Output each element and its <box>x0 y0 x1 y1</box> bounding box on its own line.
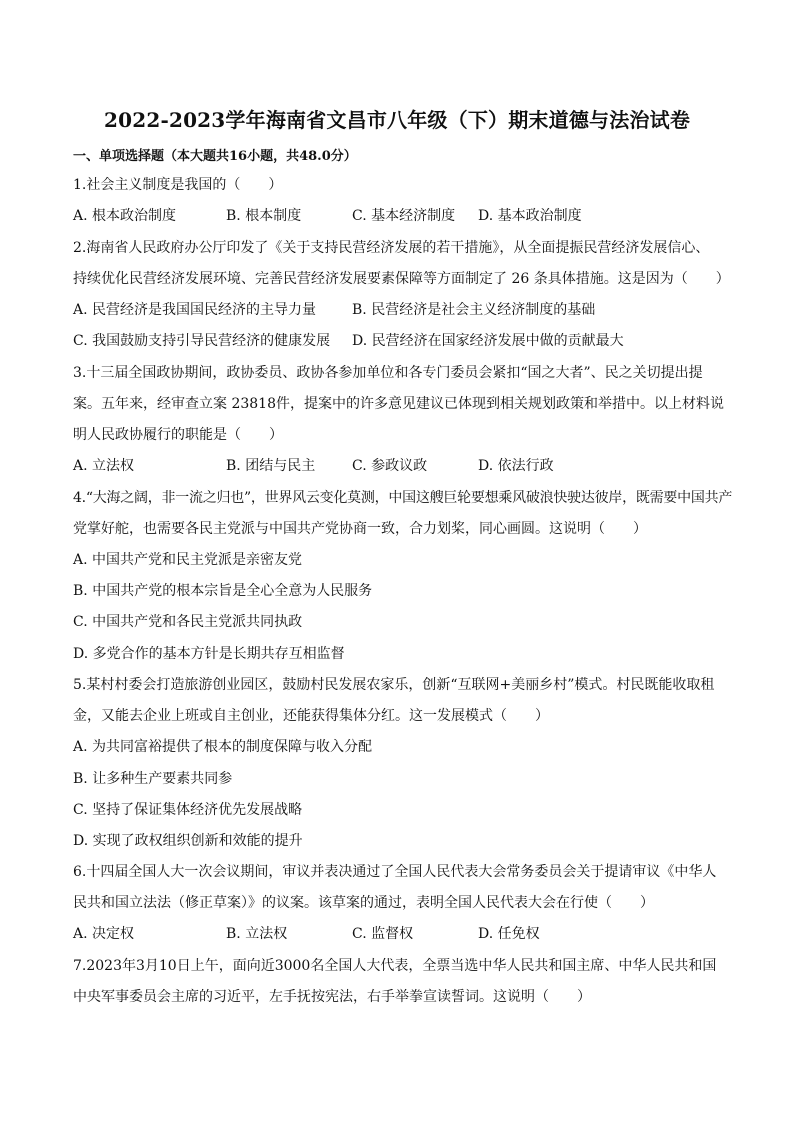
q1-option-a: A. 根本政治制度 <box>73 208 177 224</box>
q2-option-b: B. 民营经济是社会主义经济制度的基础 <box>352 302 596 318</box>
q6-option-a: A. 决定权 <box>73 926 135 942</box>
q6-stem-line-2: 民共和国立法法（修正草案）》的议案。该草案的通过，表明全国人民代表大会在行使（ ） <box>73 895 654 911</box>
q5-stem-line-1: 5.某村村委会打造旅游创业园区，鼓励村民发展农家乐，创新“互联网+美丽乡村”模式。村民既能收取租 <box>73 677 715 693</box>
q2-option-c: C. 我国鼓励支持引导民营经济的健康发展 <box>73 333 331 349</box>
q2-stem-line-2: 持续优化民营经济发展环境、完善民营经济发展要素保障等方面制定了 26 条具体措施。这是因为（ ） <box>73 271 730 287</box>
q1-option-b: B. 根本制度 <box>226 208 302 224</box>
q6-option-b: B. 立法权 <box>226 926 288 942</box>
q2-option-a: A. 民营经济是我国国民经济的主导力量 <box>73 302 317 318</box>
q5-option-d: D. 实现了政权组织创新和效能的提升 <box>73 833 303 849</box>
q1-option-d: D. 基本政治制度 <box>478 208 582 224</box>
q7-stem-line-2: 中央军事委员会主席的习近平，左手抚按宪法，右手举拳宣读誓词。这说明（ ） <box>73 989 591 1005</box>
q5-option-b: B. 让多种生产要素共同参 <box>73 771 233 787</box>
q4-option-a: A. 中国共产党和民主党派是亲密友党 <box>73 552 303 568</box>
q3-option-b: B. 团结与民主 <box>226 458 316 474</box>
q4-stem-line-1: 4.“大海之阔，非一流之归也”，世界风云变化莫测，中国这艘巨轮要想乘风破浪快驶达彼岸，既需要中国共产 <box>73 490 733 506</box>
section-heading: 一、单项选择题（本大题共16小题，共48.0分） <box>73 149 357 164</box>
q4-option-d: D. 多党合作的基本方针是长期共存互相监督 <box>73 646 345 662</box>
q4-stem-line-2: 党掌好舵，也需要各民主党派与中国共产党协商一致，合力划桨，同心画圆。这说明（ ） <box>73 521 647 537</box>
q4-option-c: C. 中国共产党和各民主党派共同执政 <box>73 614 303 630</box>
q5-stem-line-2: 金，又能去企业上班或自主创业，还能获得集体分红。这一发展模式（ ） <box>73 708 549 724</box>
q3-stem-line-3: 明人民政协履行的职能是（ ） <box>73 427 283 443</box>
q2-option-d: D. 民营经济在国家经济发展中做的贡献最大 <box>352 333 624 349</box>
q1-option-c: C. 基本经济制度 <box>352 208 456 224</box>
q1-stem: 1.社会主义制度是我国的（ ） <box>73 177 283 193</box>
q6-option-c: C. 监督权 <box>352 926 414 942</box>
q4-option-b: B. 中国共产党的根本宗旨是全心全意为人民服务 <box>73 583 373 599</box>
q3-stem-line-1: 3.十三届全国政协期间，政协委员、政协各参加单位和各专门委员会紧扣“国之大者”、民之关切提出提 <box>73 365 703 381</box>
q3-option-c: C. 参政议政 <box>352 458 428 474</box>
q3-option-a: A. 立法权 <box>73 458 135 474</box>
q7-stem-line-1: 7.2023年3月10日上午，面向近3000名全国人大代表，全票当选中华人民共和国主席、中华人民共和国 <box>73 958 717 974</box>
q6-stem-line-1: 6.十四届全国人大一次会议期间，审议并表决通过了全国人民代表大会常务委员会关于提请审议《中华人 <box>73 864 717 880</box>
q3-option-d: D. 依法行政 <box>478 458 554 474</box>
q5-option-a: A. 为共同富裕提供了根本的制度保障与收入分配 <box>73 739 373 755</box>
q5-option-c: C. 坚持了保证集体经济优先发展战略 <box>73 802 303 818</box>
q2-stem-line-1: 2.海南省人民政府办公厅印发了《关于支持民营经济发展的若干措施》，从全面提振民营经济发展信心、 <box>73 240 710 256</box>
exam-title: 2022-2023学年海南省文昌市八年级（下）期末道德与法治试卷 <box>103 108 691 132</box>
q3-stem-line-2: 案。五年来，经审查立案 23818件，提案中的许多意见建议已体现到相关规划政策和举措中。以上材料说 <box>73 396 724 412</box>
q6-option-d: D. 任免权 <box>478 926 540 942</box>
